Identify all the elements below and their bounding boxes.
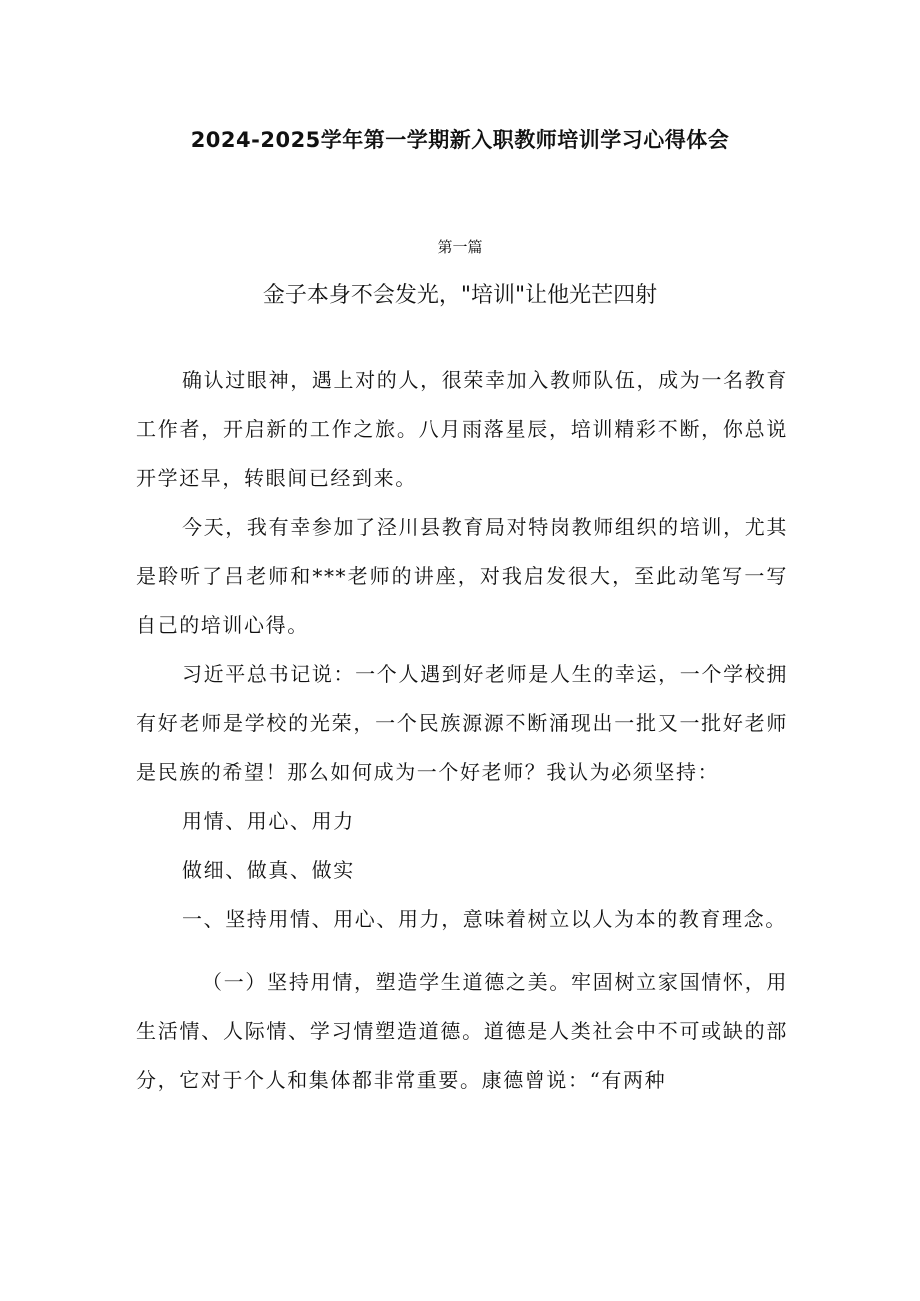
- document-body: [136, 356, 788, 1105]
- paragraph: 做细、做真、做实: [182, 858, 355, 882]
- document-title: 2024-2025学年第一学期新入职教师培训学习心得体会: [190, 128, 730, 152]
- paragraph: 习近平总书记说：一个人遇到好老师是人生的幸运，一个学校拥有好老师是学校的光荣，一个民族源源不断涌现出一批又一批好老师是民族的希望！那么如何成为一个好老师？我认为必须坚持：: [136, 662, 788, 784]
- paragraph: （一）坚持用情，塑造学生道德之美。牢固树立家国情怀，用生活情、人际情、学习情塑造道德。道德是人类社会中不可或缺的部分，它对于个人和集体都非常重要。康德曾说：“有两种: [136, 970, 788, 1092]
- paragraph: 用情、用心、用力: [182, 809, 355, 833]
- paragraph: 一、坚持用情、用心、用力，意味着树立以人为本的教育理念。: [182, 907, 787, 931]
- section-heading: 金子本身不会发光，"培训"让他光芒四射: [262, 283, 658, 308]
- paragraph: 确认过眼神，遇上对的人，很荣幸加入教师队伍，成为一名教育工作者，开启新的工作之旅。八月雨落星辰，培训精彩不断，你总说开学还早，转眼间已经到来。: [136, 368, 788, 490]
- section-label: 第一篇: [437, 238, 483, 256]
- paragraph: 今天，我有幸参加了泾川县教育局对特岗教师组织的培训，尤其是聆听了吕老师和***老师的讲座，对我启发很大，至此动笔写一写自己的培训心得。: [136, 515, 788, 637]
